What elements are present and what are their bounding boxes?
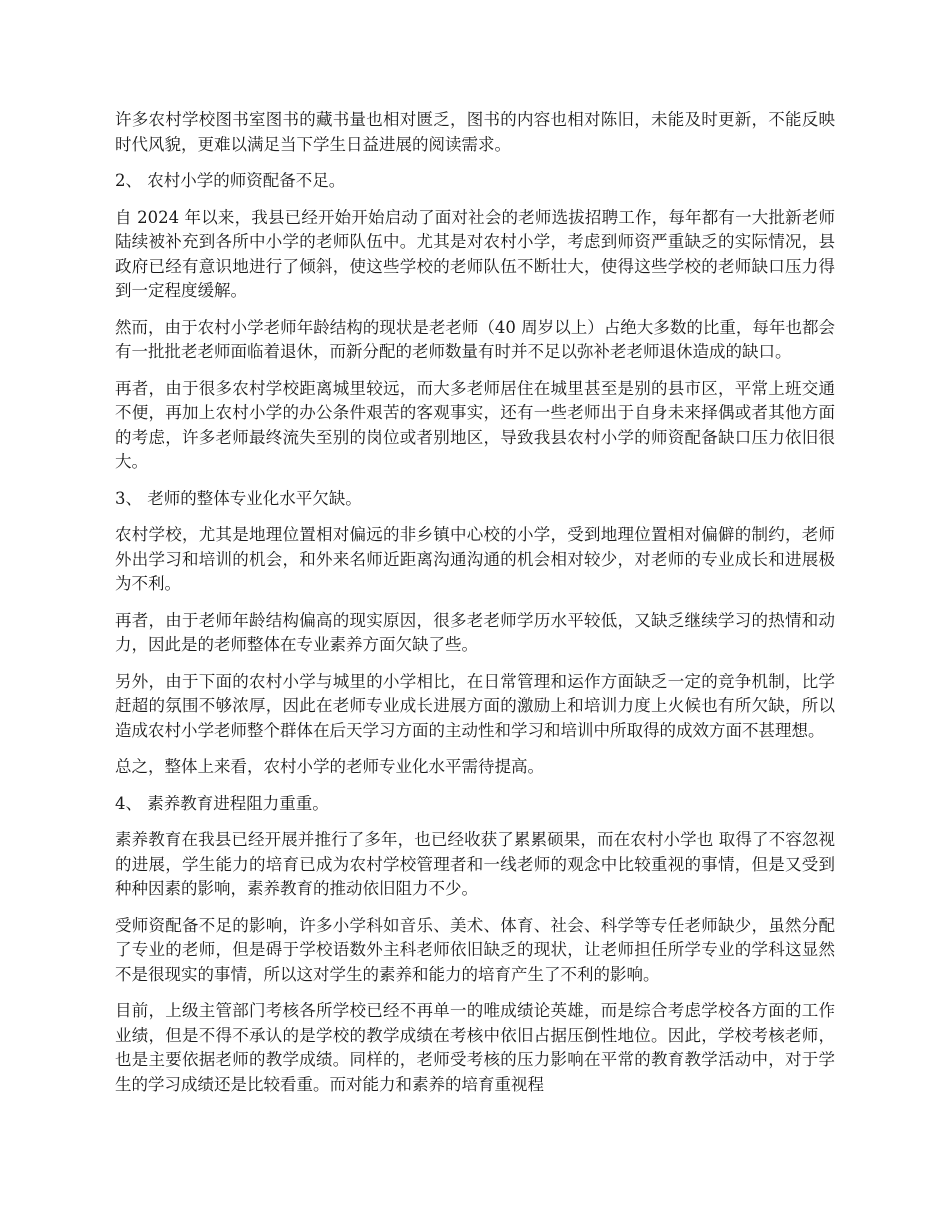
paragraph-age-structure: 然而，由于农村小学老师年龄结构的现状是老老师（40 周岁以上）占绝大多数的比重，每年也都会有一批批老老师面临着退休，而新分配的老师数量有时并不足以弥补老老师退休造成的缺口。	[115, 317, 835, 361]
paragraph-assessment: 目前，上级主管部门考核各所学校已经不再单一的唯成绩论英雄，而是综合考虑学校各方面的工作业绩，但是不得不承认的是学校的教学成绩在考核中依旧占据压倒性地位。因此，学校考核老师，也是主要依据老师的教学成绩。同样的，老师受考核的压力影响在平常的教育教学活动中，对于学生的学习成绩还是比较看重。而对能力和素养的培育重视程	[115, 1001, 835, 1094]
paragraph-summary: 总之，整体上来看，农村小学的老师专业化水平需待提高。	[115, 757, 544, 776]
paragraph-minor-subjects: 受师资配备不足的影响，许多小学科如音乐、美术、体育、社会、科学等专任老师缺少，虽然分配了专业的老师，但是碍于学校语数外主科老师依旧缺乏的现状，让老师担任所学专业的学科这显然不是很现实的事情，所以这对学生的素养和能力的培育产生了不利的影响。	[115, 915, 835, 984]
document-body	[115, 108, 835, 1109]
paragraph-education-level: 再者，由于老师年龄结构偏高的现实原因，很多老老师学历水平较低，又缺乏继续学习的热情和动力，因此是的老师整体在专业素养方面欠缺了些。	[115, 610, 835, 654]
paragraph-teacher-loss: 再者，由于很多农村学校距离城里较远，而大多老师居住在城里甚至是别的县市区，平常上班交通不便，再加上农村小学的办公条件艰苦的客观事实，还有一些老师出于自身未来择偶或者其他方面的考虑，许多老师最终流失至别的岗位或者别地区，导致我县农村小学的师资配备缺口压力依旧很大。	[115, 378, 835, 471]
paragraph-training-opportunities: 农村学校，尤其是地理位置相对偏远的非乡镇中心校的小学，受到地理位置相对偏僻的制约，老师外出学习和培训的机会，和外来名师近距离沟通沟通的机会相对较少，对老师的专业成长和进展极为不利。	[115, 525, 835, 593]
paragraph-quality-progress: 素养教育在我县已经开展并推行了多年，也已经收获了累累硕果，而在农村小学也 取得了不容忽视的进展，学生能力的培育已成为农村学校管理者和一线老师的观念中比较重视的事情，但是又受到种种因素的影响，素养教育的推动依旧阻力不少。	[115, 830, 835, 898]
paragraph-library-shortage: 许多农村学校图书室图书的藏书量也相对匮乏，图书的内容也相对陈旧，未能及时更新，不能反映时代风貌，更难以满足当下学生日益进展的阅读需求。	[115, 110, 835, 154]
section-heading-quality-education: 4、 素养教育进程阻力重重。	[115, 793, 329, 813]
section-heading-professionalism: 3、 老师的整体专业化水平欠缺。	[115, 488, 362, 508]
paragraph-competition: 另外，由于下面的农村小学与城里的小学相比，在日常管理和运作方面缺乏一定的竞争机制，比学赶超的氛围不够浓厚，因此在老师专业成长进展方面的激励上和培训力度上火候也有所欠缺，所以造成农村小学老师整个群体在后天学习方面的主动性和学习和培训中所取得的成效方面不甚理想。	[115, 671, 835, 740]
section-heading-teacher-shortage: 2、 农村小学的师资配备不足。	[115, 171, 346, 190]
paragraph-recruitment: 自 2024 年以来，我县已经开始开始启动了面对社会的老师选拔招聘工作，每年都有一大批新老师陆续被补充到各所中小学的老师队伍中。尤其是对农村小学，考虑到师资严重缺乏的实际情况，县政府已经有意识地进行了倾斜，使这些学校的老师队伍不断壮大，使得这些学校的老师缺口压力得到一定程度缓解。	[115, 207, 835, 300]
